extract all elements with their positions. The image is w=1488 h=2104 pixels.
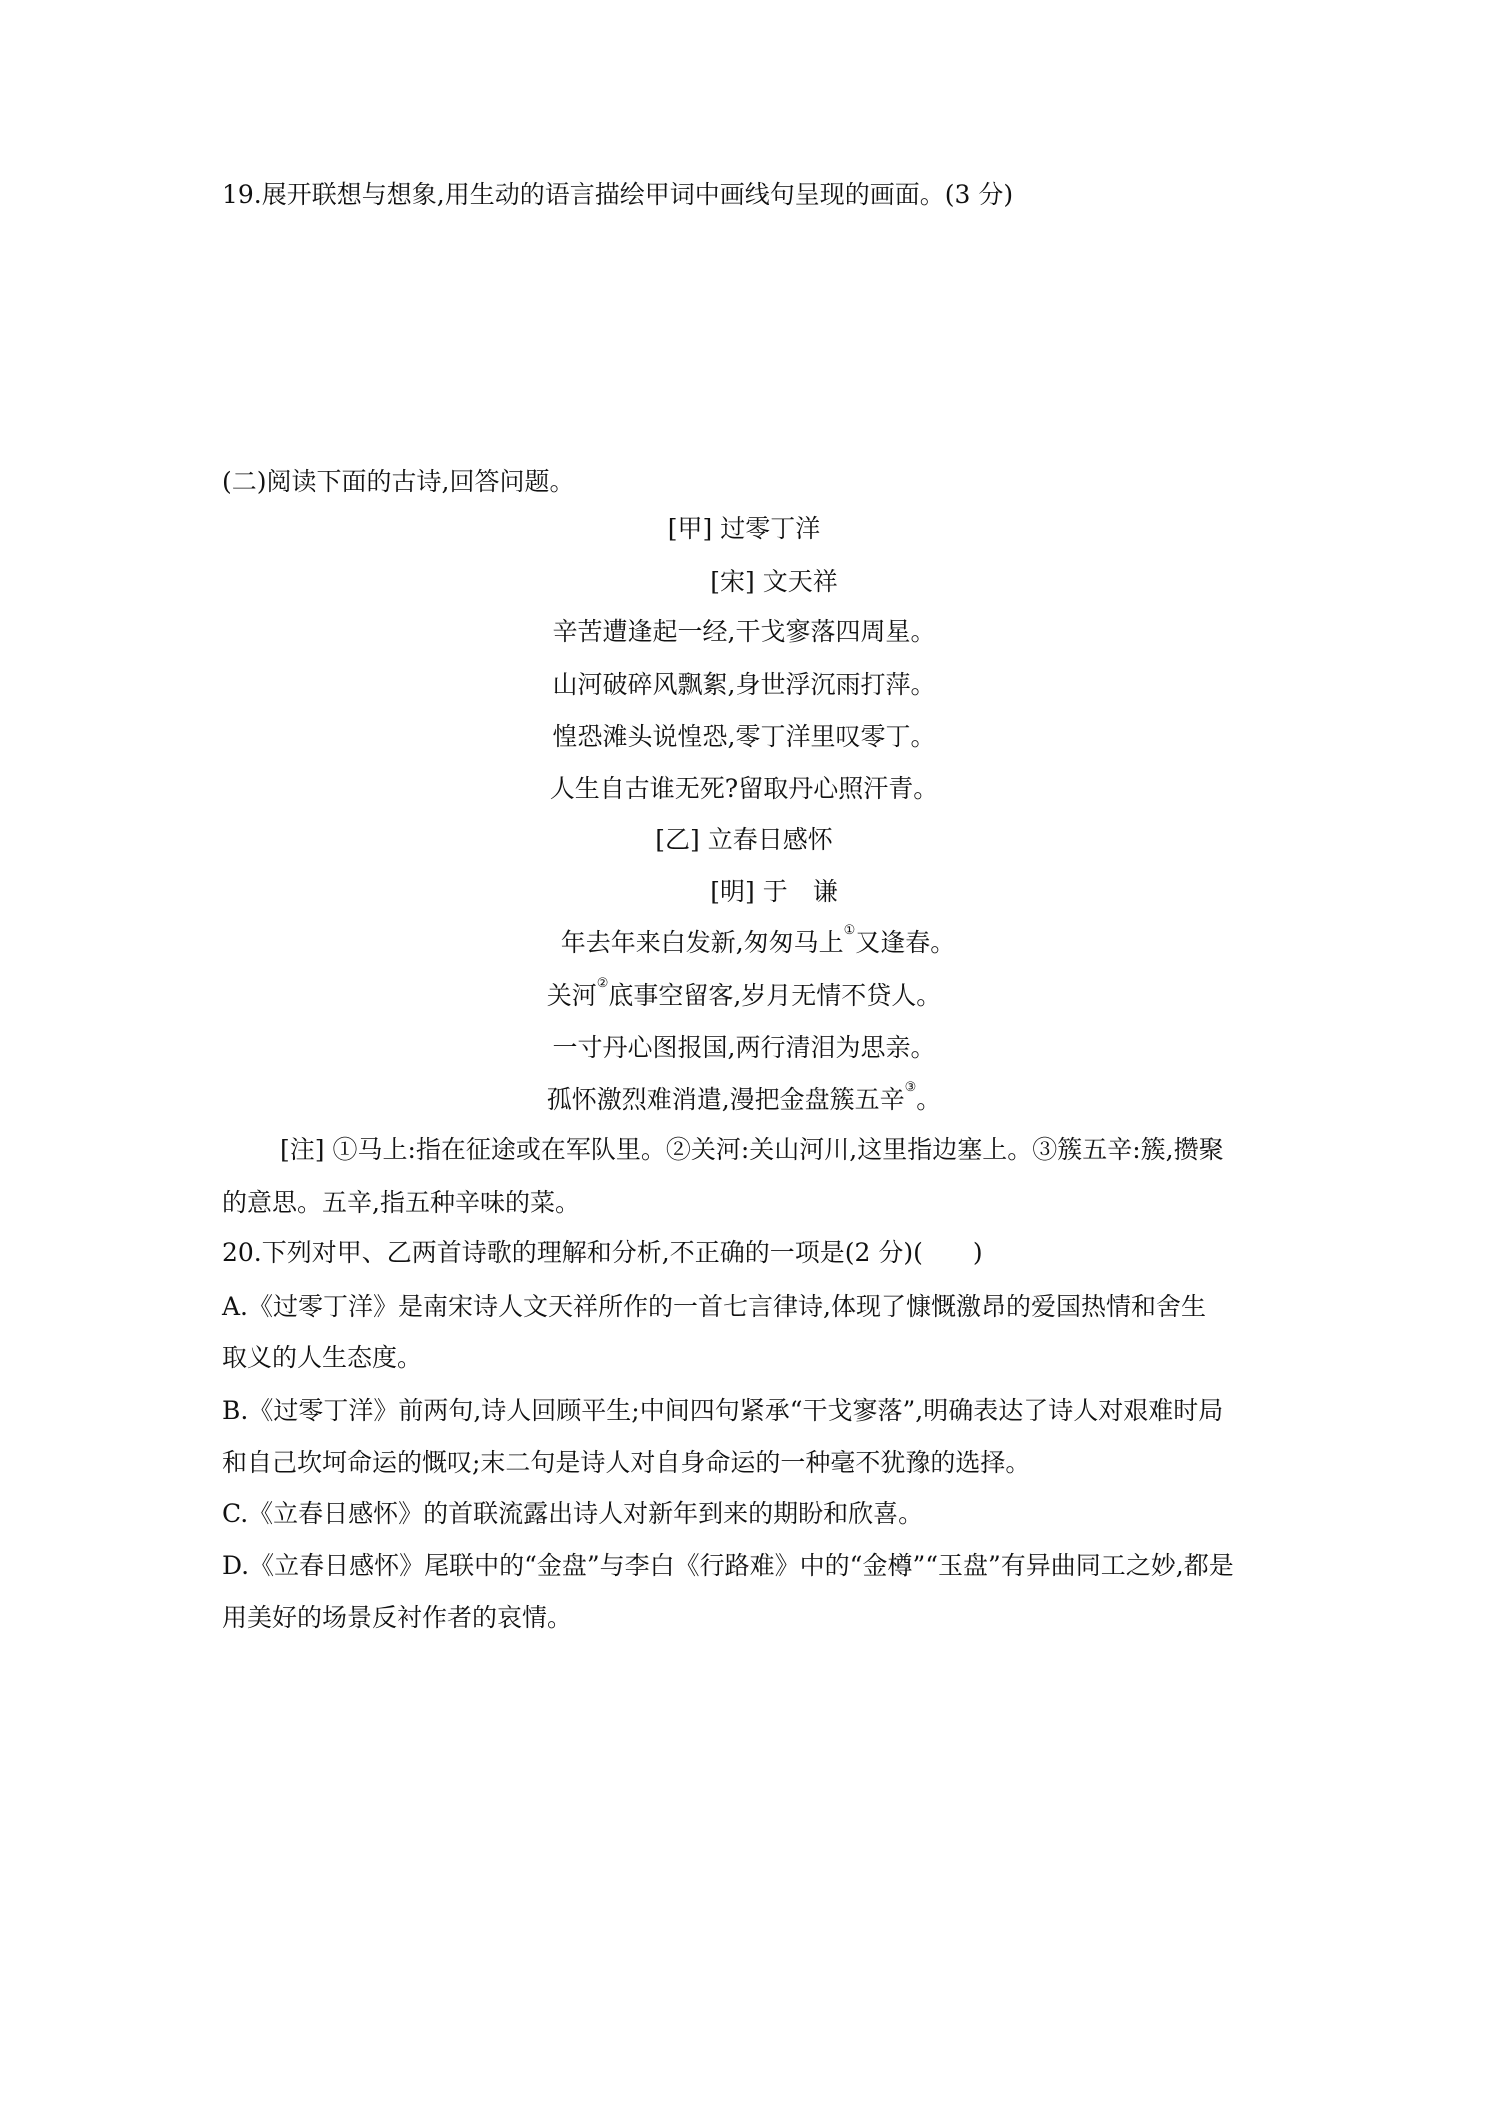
question-19: 19.展开联想与想象,用生动的语言描绘甲词中画线句呈现的画面。(3 分) <box>222 180 1014 209</box>
poem-b-line: 年去年来白发新,匆匆马上①又逢春。 <box>560 922 956 957</box>
question-20: 20.下列对甲、乙两首诗歌的理解和分析,不正确的一项是(2 分)( ) <box>222 1238 983 1267</box>
note-line: [注] ①马上:指在征途或在军队里。②关河:关山河川,这里指边塞上。③簇五辛:簇,攒聚 <box>280 1135 1224 1164</box>
poem-b-author: [明] 于 谦 <box>710 877 838 906</box>
option-d: D.《立春日感怀》尾联中的“金盘”与李白《行路难》中的“金樽”“玉盘”有异曲同工之妙,都是 <box>222 1551 1234 1580</box>
poem-b-line: 关河②底事空留客,岁月无情不贷人。 <box>546 975 942 1010</box>
poem-b-title: [乙] 立春日感怀 <box>655 825 833 854</box>
option-a-cont: 取义的人生态度。 <box>222 1343 423 1372</box>
option-d-cont: 用美好的场景反衬作者的哀情。 <box>222 1603 573 1632</box>
option-b-cont: 和自己坎坷命运的慨叹;末二句是诗人对自身命运的一种毫不犹豫的选择。 <box>222 1448 1031 1477</box>
option-b: B.《过零丁洋》前两句,诗人回顾平生;中间四句紧承“干戈寥落”,明确表达了诗人对艰难时局 <box>222 1396 1224 1425</box>
poem-b-line: 一寸丹心图报国,两行清泪为思亲。 <box>552 1033 936 1062</box>
note-line: 的意思。五辛,指五种辛味的菜。 <box>222 1188 580 1217</box>
poem-a-line: 辛苦遭逢起一经,干戈寥落四周星。 <box>552 617 936 646</box>
footnote-mark: ③ <box>904 1079 917 1095</box>
section-heading: (二)阅读下面的古诗,回答问题。 <box>222 467 575 496</box>
poem-a-title: [甲] 过零丁洋 <box>667 514 821 543</box>
option-c: C.《立春日感怀》的首联流露出诗人对新年到来的期盼和欣喜。 <box>222 1499 924 1528</box>
option-a: A.《过零丁洋》是南宋诗人文天祥所作的一首七言律诗,体现了慷慨激昂的爱国热情和舍生 <box>222 1292 1206 1321</box>
poem-a-author: [宋] 文天祥 <box>710 567 838 596</box>
poem-b-line: 孤怀激烈难消遣,漫把金盘簇五辛③。 <box>546 1079 942 1114</box>
footnote-mark: ① <box>843 922 856 938</box>
poem-a-line: 人生自古谁无死?留取丹心照汗青。 <box>549 774 939 803</box>
poem-a-line: 山河破碎风飘絮,身世浮沉雨打萍。 <box>552 670 936 699</box>
footnote-mark: ② <box>596 975 609 991</box>
poem-a-line: 惶恐滩头说惶恐,零丁洋里叹零丁。 <box>552 722 936 751</box>
